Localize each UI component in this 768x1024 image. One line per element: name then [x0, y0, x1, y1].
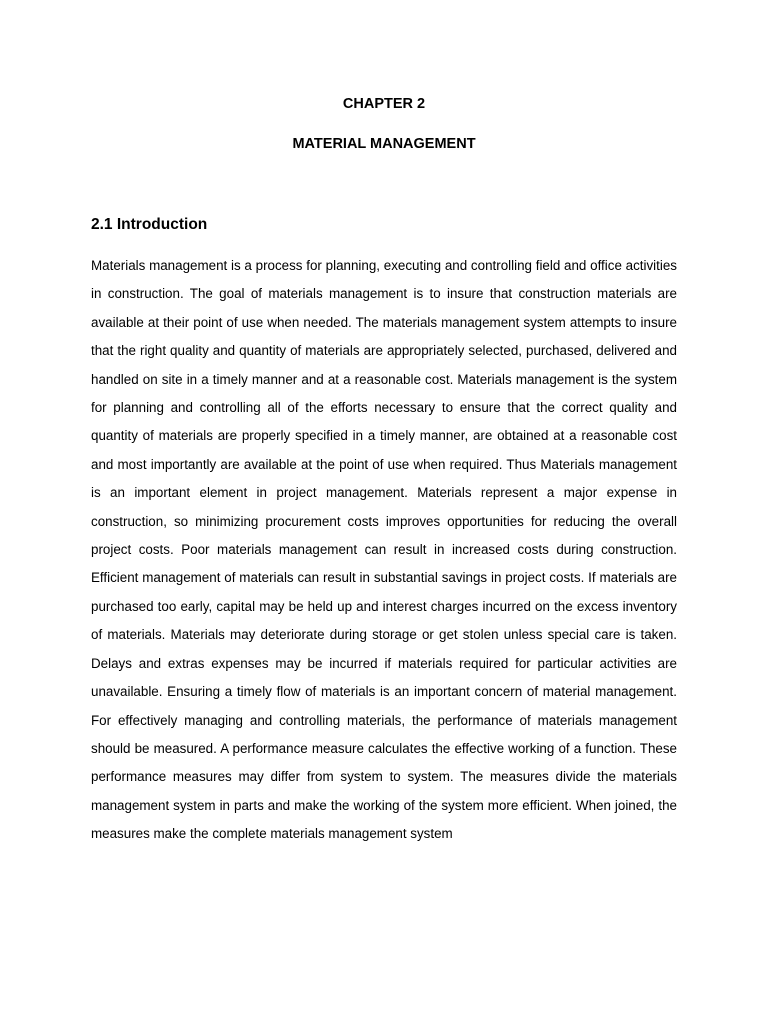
body-paragraph: Materials management is a process for planning, executing and controlling field and office activities in construction. The goal of materials management is to insure that construction materials are available at their point of use when needed. The materials management system attempts to insure that the right quality and quantity of materials are appropriately selected, purchased, delivered and handled on site in a timely manner and at a reasonable cost. Materials management is the system for planning and controlling all of the efforts necessary to ensure that the correct quality and quantity of materials are properly specified in a timely manner, are obtained at a reasonable cost and most importantly are available at the point of use when required. Thus Materials management is an important element in project management. Materials represent a major expense in construction, so minimizing procurement costs improves opportunities for reducing the overall project costs. Poor materials management can result in increased costs during construction. Efficient management of materials can result in substantial savings in project costs. If materials are purchased too early, capital may be held up and interest charges incurred on the excess inventory of materials. Materials may deteriorate during storage or get stolen unless special care is taken. Delays and extras expenses may be incurred if materials required for particular activities are unavailable. Ensuring a timely flow of materials is an important concern of material management. For effectively managing and controlling materials, the performance of materials management should be measured. A performance measure calculates the effective working of a function. These performance measures may differ from system to system. The measures divide the materials management system in parts and make the working of the system more efficient. When joined, the measures make the complete materials management system	[91, 258, 677, 842]
chapter-label: CHAPTER 2	[342, 96, 426, 112]
chapter-title: MATERIAL MANAGEMENT	[292, 136, 476, 152]
section-heading: 2.1 Introduction	[91, 216, 208, 233]
